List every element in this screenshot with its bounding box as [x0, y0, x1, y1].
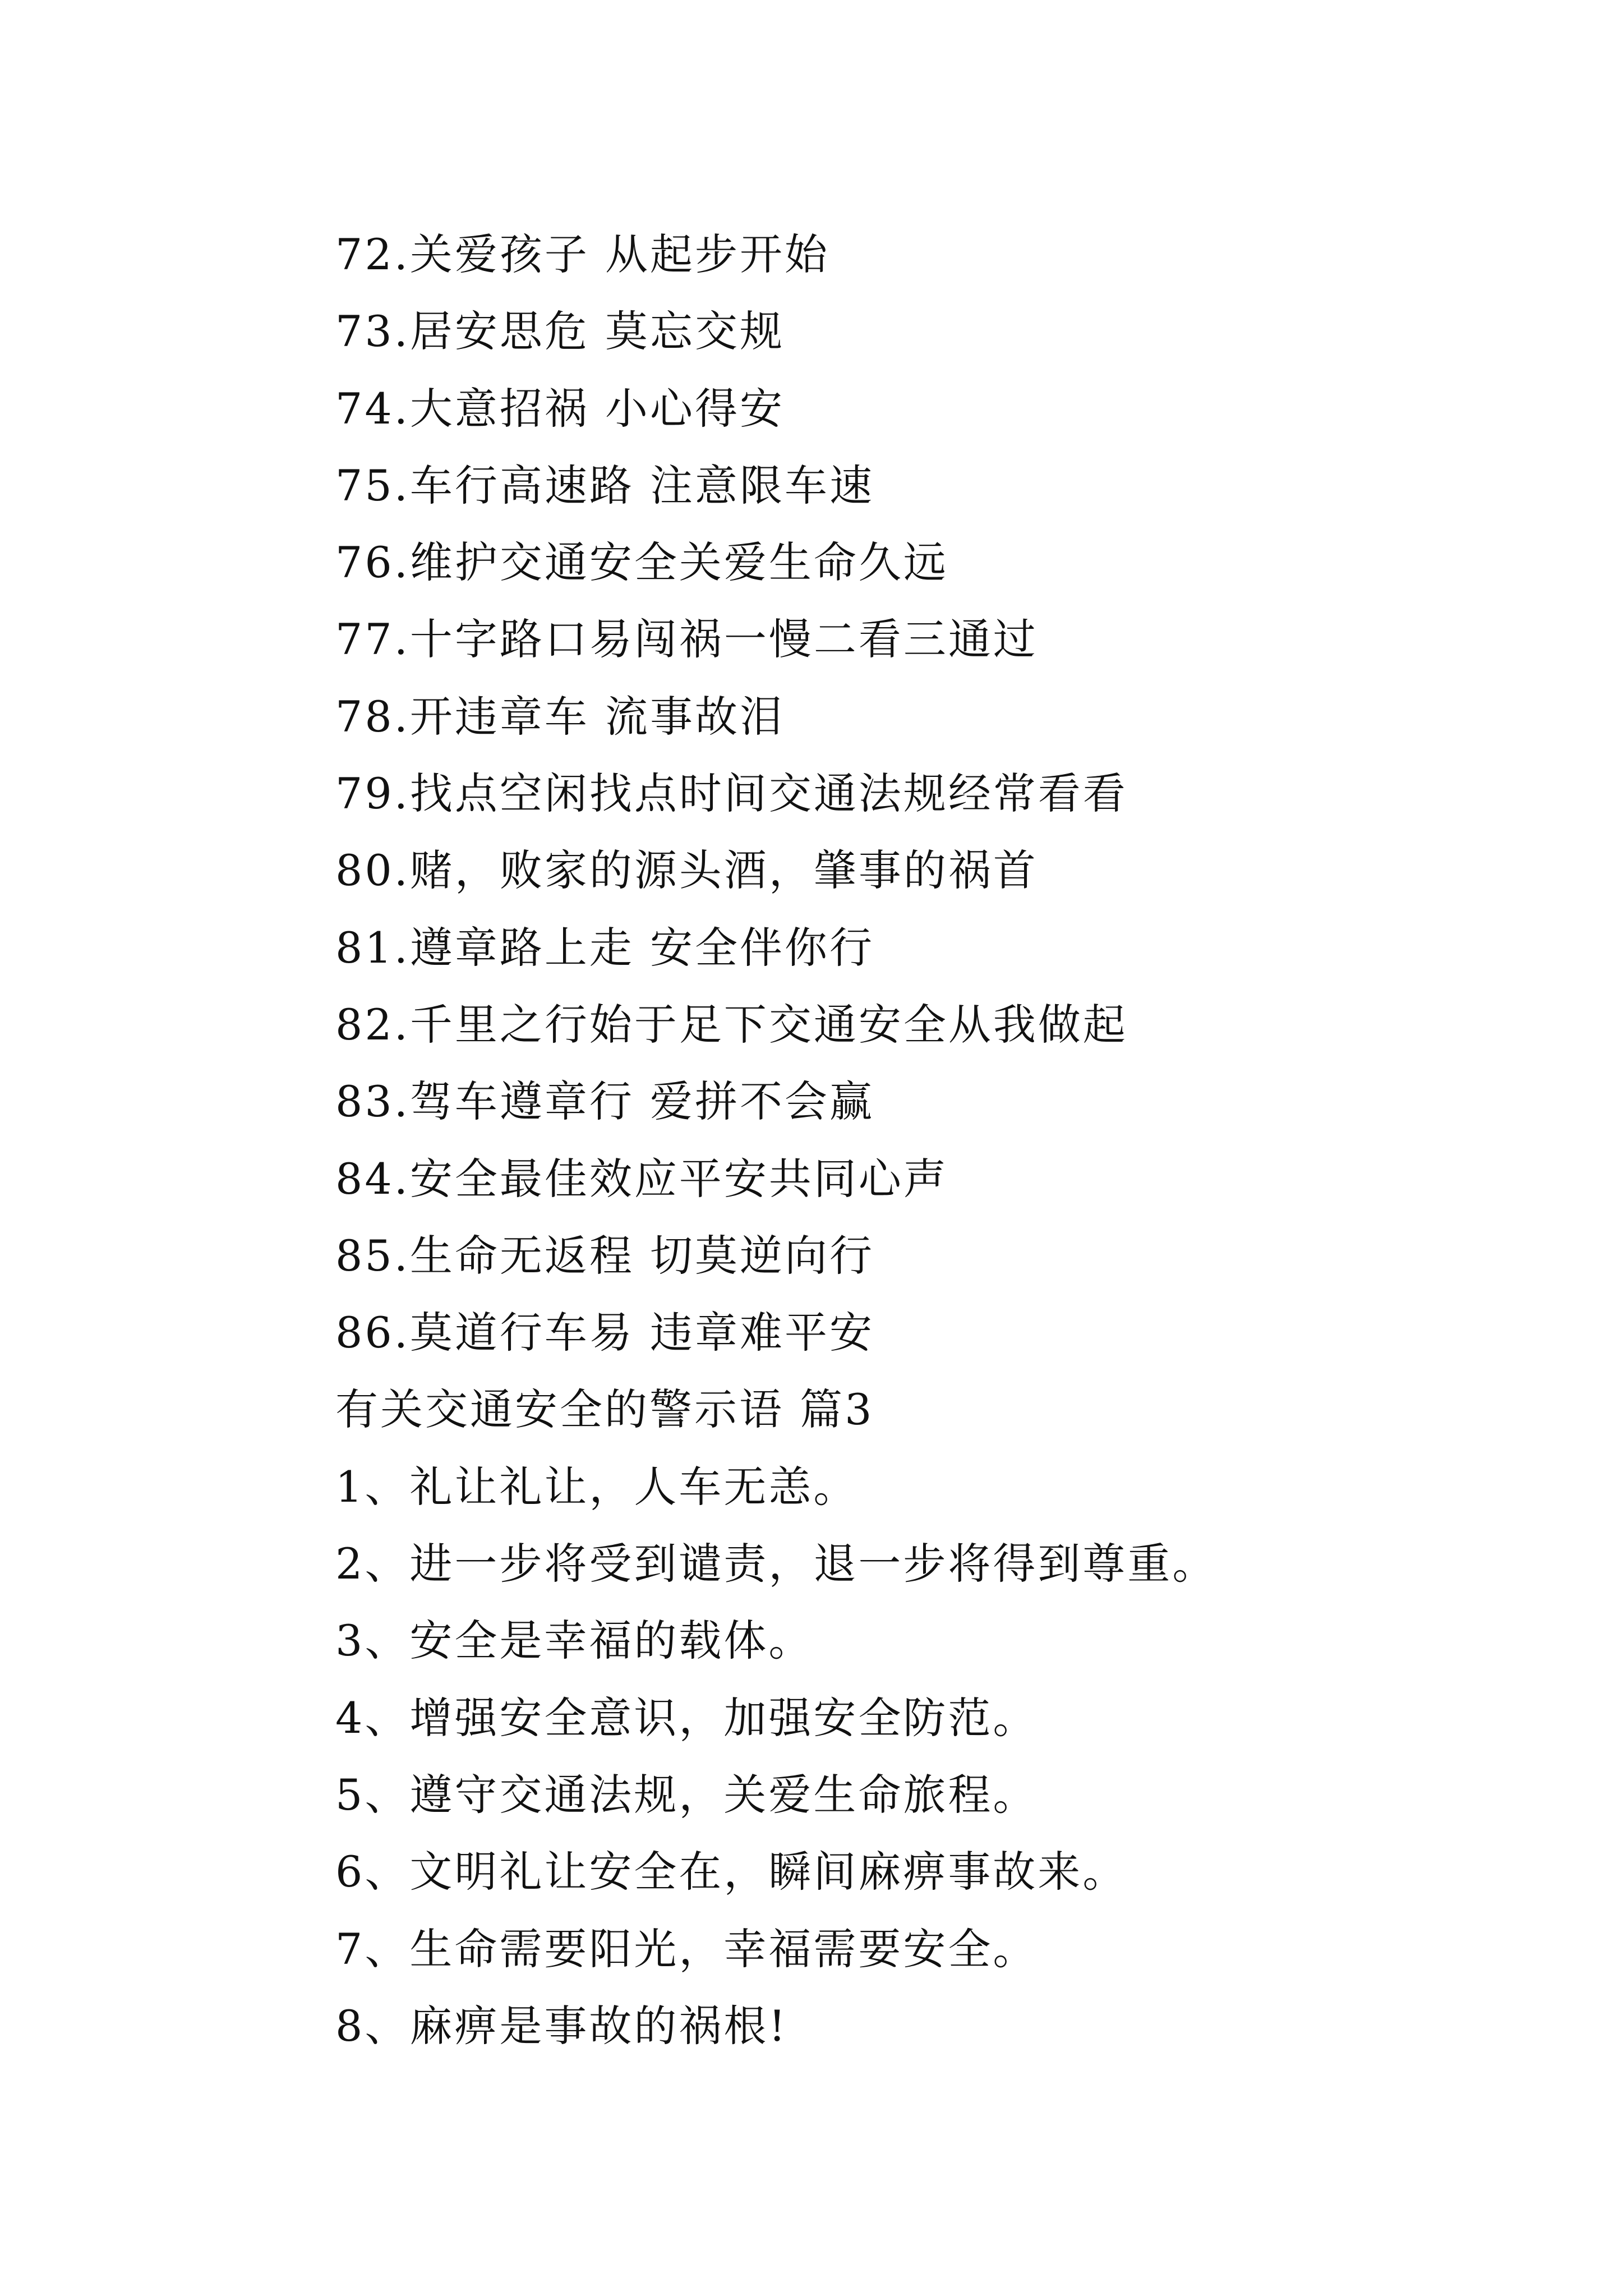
list-item-7: 7、生命需要阳光，幸福需要安全。	[335, 1924, 1038, 1974]
list-item-2: 2、进一步将受到谴责，退一步将得到尊重。	[335, 1539, 1218, 1589]
list-item-5: 5、遵守交通法规，关爱生命旅程。	[335, 1769, 1038, 1820]
list-item-79: 79.找点空闲找点时间交通法规经常看看	[335, 769, 1128, 819]
list-item-74: 74.大意招祸 小心得安	[335, 383, 785, 434]
list-item-82: 82.千里之行始于足下交通安全从我做起	[335, 999, 1128, 1050]
section-heading: 有关交通安全的警示语 篇3	[335, 1384, 874, 1435]
list-item-4: 4、增强安全意识，加强安全防范。	[335, 1692, 1038, 1743]
list-item-76: 76.维护交通安全关爱生命久远	[335, 537, 948, 588]
list-item-84: 84.安全最佳效应平安共同心声	[335, 1153, 948, 1204]
list-item-78: 78.开违章车 流事故泪	[335, 691, 785, 742]
list-item-86: 86.莫道行车易 违章难平安	[335, 1308, 875, 1358]
list-item-6: 6、文明礼让安全在，瞬间麻痹事故来。	[335, 1847, 1128, 1897]
list-item-81: 81.遵章路上走 安全伴你行	[335, 922, 875, 973]
list-item-80: 80.赌，败家的源头酒，肇事的祸首	[335, 845, 1038, 896]
list-item-72: 72.关爱孩子 从起步开始	[335, 229, 830, 279]
list-item-77: 77.十字路口易闯祸一慢二看三通过	[335, 614, 1038, 665]
list-item-3: 3、安全是幸福的载体。	[335, 1616, 814, 1666]
list-item-75: 75.车行高速路 注意限车速	[335, 460, 875, 510]
list-item-8: 8、麻痹是事故的祸根!	[335, 2000, 788, 2051]
list-item-1: 1、礼让礼让，人车无恙。	[335, 1461, 859, 1512]
list-item-73: 73.居安思危 莫忘交规	[335, 306, 785, 357]
document-body	[335, 216, 1457, 2064]
list-item-85: 85.生命无返程 切莫逆向行	[335, 1230, 875, 1281]
list-item-83: 83.驾车遵章行 爱拼不会赢	[335, 1076, 875, 1127]
